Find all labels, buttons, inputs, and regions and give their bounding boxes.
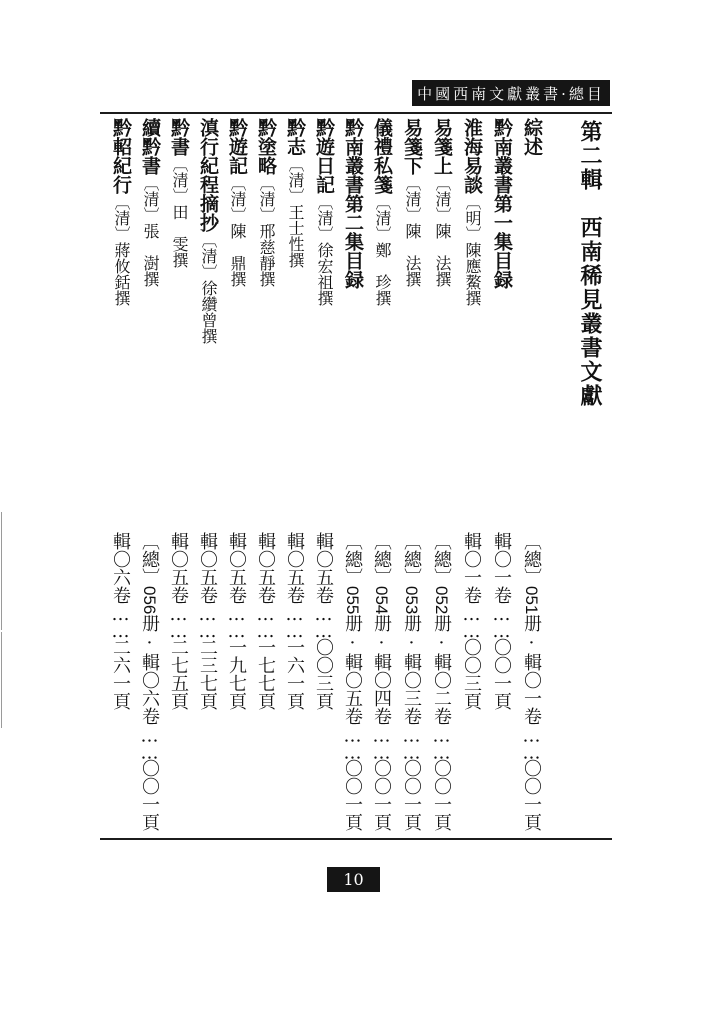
entry-author: 〔清〕徐纘曾撰 <box>199 232 218 344</box>
entry-title: 淮海易談 <box>461 118 483 194</box>
page-reference <box>430 532 452 832</box>
entry-author: 〔清〕陳 鼎撰 <box>228 175 247 287</box>
leader-dots: …… <box>401 725 422 760</box>
entry-author: 〔清〕蔣攸銛撰 <box>112 194 131 306</box>
page-reference <box>109 532 131 832</box>
page-reference <box>460 532 482 832</box>
bottom-rule <box>100 838 612 840</box>
page-reference <box>312 532 334 832</box>
entry-title: 黔遊記 <box>226 118 248 175</box>
top-rule <box>100 112 612 114</box>
toc-entry <box>225 118 249 388</box>
entry-title: 黔南叢書第二集目録 <box>342 118 364 289</box>
leader-dots: …… <box>110 604 131 638</box>
series-juan: 輯〇五卷 <box>168 532 189 604</box>
entry-title: 續黔書 <box>139 118 161 175</box>
entry-author: 〔清〕陳 法撰 <box>433 175 452 287</box>
leader-dots: …… <box>431 725 452 760</box>
entry-author: 〔清〕邢慈靜撰 <box>257 175 276 287</box>
entry-title: 滇行紀程摘抄 <box>197 118 219 232</box>
entry-author: 〔清〕張 澍撰 <box>141 175 160 287</box>
series-juan: 輯〇三卷 <box>401 653 422 726</box>
leader-dots: …… <box>284 604 305 638</box>
leader-dots: …… <box>226 604 247 638</box>
reference-text <box>430 532 452 832</box>
volume-number: 055 <box>343 586 362 615</box>
page-ref: 一九七頁 <box>226 638 247 710</box>
entry-title: 黔志 <box>284 118 306 156</box>
page-reference <box>196 532 218 832</box>
series-juan: 輯〇五卷 <box>197 532 218 604</box>
page-ref: 二六一頁 <box>110 638 131 710</box>
entry-title: 易箋下 <box>401 118 423 175</box>
leader-dots: …… <box>139 725 160 760</box>
series-juan: 輯〇二卷 <box>431 653 452 726</box>
volume-number: 053 <box>402 586 421 615</box>
entry-title: 黔書 <box>168 118 190 156</box>
entry-author: 〔明〕陳應鰲撰 <box>463 194 482 306</box>
toc-entry <box>109 118 133 388</box>
series-juan: 輯〇五卷 <box>284 532 305 604</box>
volume-label: 册· <box>139 614 160 654</box>
reference-text <box>312 532 334 832</box>
toc-entry <box>460 118 484 388</box>
entry-title: 易箋上 <box>431 118 453 175</box>
entry-title: 儀禮私箋 <box>371 118 393 194</box>
volume-prefix: 〔總〕 <box>431 532 452 586</box>
reference-text <box>109 532 131 832</box>
series-juan: 輯〇五卷 <box>313 532 334 604</box>
page-reference <box>225 532 247 832</box>
series-juan: 輯〇一卷 <box>461 532 482 604</box>
volume-number: 056 <box>140 586 159 615</box>
toc-entry <box>490 118 514 388</box>
toc-entry <box>254 118 278 388</box>
page-ref: 二三七頁 <box>197 638 218 710</box>
volume-label: 册· <box>342 614 363 654</box>
page-ref: 〇〇三頁 <box>461 638 482 710</box>
series-juan: 輯〇六卷 <box>139 653 160 726</box>
leader-dots: …… <box>255 604 276 638</box>
volume-number: 051 <box>522 586 541 615</box>
page-reference <box>138 532 160 832</box>
leader-dots: …… <box>313 604 334 638</box>
page-number: 10 <box>327 867 380 892</box>
volume-prefix: 〔總〕 <box>342 532 363 586</box>
reference-text <box>138 532 160 832</box>
leader-dots: …… <box>521 725 542 760</box>
reference-text <box>460 532 482 832</box>
reference-text <box>254 532 276 832</box>
page-reference <box>283 532 305 832</box>
series-juan: 輯〇四卷 <box>371 653 392 726</box>
toc-entry <box>430 118 454 388</box>
series-juan: 輯〇五卷 <box>226 532 247 604</box>
entry-author: 〔清〕田 雯撰 <box>170 156 189 268</box>
section-heading-text: 第二輯 西南稀見叢書文獻 <box>577 120 603 408</box>
reference-text <box>490 532 512 832</box>
page-ref: 〇〇一頁 <box>431 759 452 832</box>
entry-author: 〔清〕王士性撰 <box>286 156 305 268</box>
page-ref: 〇〇一頁 <box>401 759 422 832</box>
page-ref: 二七五頁 <box>168 638 189 710</box>
volume-number: 054 <box>372 586 391 615</box>
volume-prefix: 〔總〕 <box>401 532 422 586</box>
entry-title: 黔南叢書第一集目録 <box>491 118 513 289</box>
toc-entry <box>370 118 394 388</box>
page-ref: 一七七頁 <box>255 638 276 710</box>
page-ref: 〇〇一頁 <box>371 759 392 832</box>
page-reference <box>520 532 542 832</box>
page-reference <box>254 532 276 832</box>
reference-text <box>196 532 218 832</box>
toc-entry <box>167 118 191 388</box>
reference-text <box>283 532 305 832</box>
series-juan: 輯〇一卷 <box>521 653 542 726</box>
entry-author: 〔清〕鄭 珍撰 <box>373 194 392 306</box>
page-reference <box>370 532 392 832</box>
leader-dots: …… <box>371 725 392 760</box>
toc-entry <box>341 118 365 388</box>
leader-dots: …… <box>461 604 482 638</box>
page-ref: 一六一頁 <box>284 638 305 710</box>
toc-entry <box>138 118 162 388</box>
toc-entry <box>520 118 544 388</box>
leader-dots: …… <box>491 604 512 638</box>
series-juan: 輯〇六卷 <box>110 532 131 604</box>
scan-edge-line <box>1 512 2 630</box>
volume-label: 册· <box>401 614 422 654</box>
running-header: 中國西南文獻叢書·總目 <box>412 80 610 106</box>
leader-dots: …… <box>168 604 189 638</box>
page-ref: 〇〇一頁 <box>491 638 512 710</box>
page-reference <box>341 532 363 832</box>
entry-title: 黔軺紀行 <box>110 118 132 194</box>
reference-text <box>341 532 363 832</box>
scan-edge-line <box>1 632 2 728</box>
reference-text <box>370 532 392 832</box>
toc-entry <box>400 118 424 388</box>
entry-title: 黔塗略 <box>255 118 277 175</box>
toc-entry <box>283 118 307 388</box>
entry-title: 綜述 <box>521 118 543 156</box>
page-reference <box>400 532 422 832</box>
series-juan: 輯〇一卷 <box>491 532 512 604</box>
page-reference <box>167 532 189 832</box>
leader-dots: …… <box>342 725 363 760</box>
page-reference <box>490 532 512 832</box>
page-ref: 〇〇一頁 <box>139 759 160 832</box>
volume-label: 册· <box>521 614 542 654</box>
reference-text <box>225 532 247 832</box>
reference-text <box>167 532 189 832</box>
entry-author: 〔清〕徐宏祖撰 <box>315 194 334 306</box>
entry-title: 黔遊日記 <box>313 118 335 194</box>
page-ref: 〇〇一頁 <box>342 759 363 832</box>
volume-number: 052 <box>432 586 451 615</box>
volume-prefix: 〔總〕 <box>139 532 160 586</box>
section-heading <box>577 120 603 408</box>
page-ref: 〇〇三頁 <box>313 638 334 710</box>
toc-entry <box>196 118 220 388</box>
volume-label: 册· <box>431 614 452 654</box>
entry-author: 〔清〕陳 法撰 <box>403 175 422 287</box>
reference-text <box>520 532 542 832</box>
toc-entry <box>312 118 336 388</box>
leader-dots: …… <box>197 604 218 638</box>
series-juan: 輯〇五卷 <box>255 532 276 604</box>
page-ref: 〇〇一頁 <box>521 759 542 832</box>
volume-prefix: 〔總〕 <box>371 532 392 586</box>
reference-text <box>400 532 422 832</box>
volume-label: 册· <box>371 614 392 654</box>
volume-prefix: 〔總〕 <box>521 532 542 586</box>
series-juan: 輯〇五卷 <box>342 653 363 726</box>
